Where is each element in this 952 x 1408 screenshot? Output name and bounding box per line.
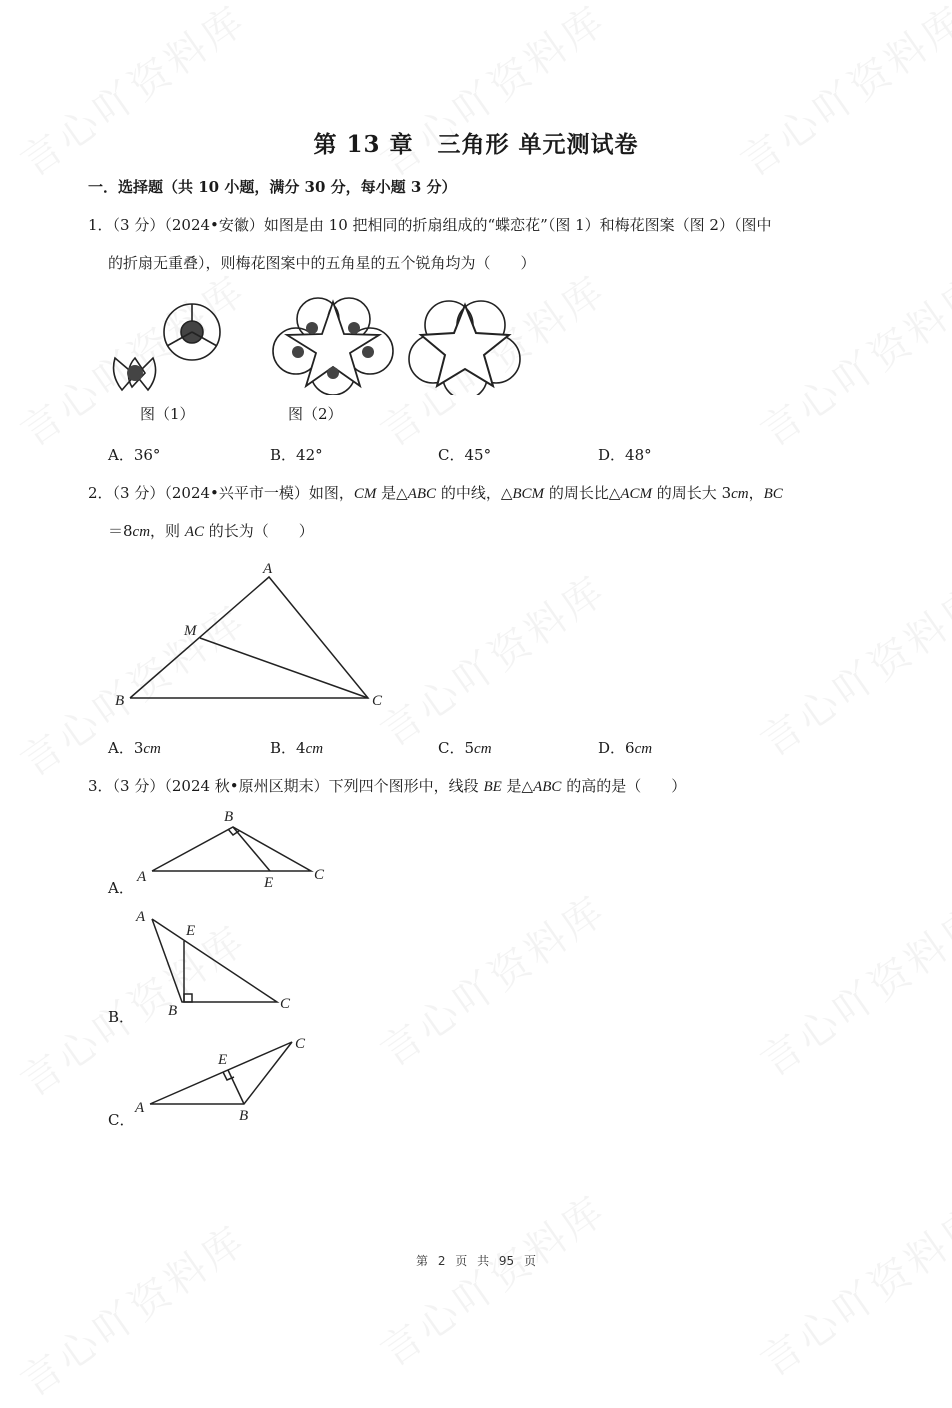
- question-1-line-1: [88, 214, 771, 235]
- option-value: 45°: [464, 446, 492, 464]
- question-2-line-2: [108, 520, 314, 541]
- option-letter: D．: [598, 739, 626, 757]
- option-letter: C．: [438, 446, 465, 464]
- math: ABC: [533, 779, 562, 795]
- text: ，则: [150, 522, 185, 540]
- question-source: （2024•兴平市一模）: [164, 484, 309, 502]
- option-letter: A．: [108, 739, 134, 757]
- question-source: （2024•安徽）: [164, 216, 264, 234]
- math: BCM: [512, 486, 545, 502]
- option-d[interactable]: [598, 444, 652, 465]
- point-label-b: B: [115, 693, 125, 709]
- question-text: 如图是由 10 把相同的折扇组成的“蝶恋花”（图 1）和梅花图案（图 2）（图中: [263, 216, 772, 234]
- option-letter: C．: [438, 739, 465, 757]
- section-heading: 一．选择题（共 10 小题，满分 30 分，每小题 3 分）: [88, 178, 457, 196]
- math: BE: [483, 779, 502, 795]
- math: cm: [731, 486, 749, 502]
- page-title: 第 13 章 三角形 单元测试卷: [313, 131, 639, 158]
- option-letter: A．: [108, 446, 134, 464]
- option-value: 36°: [133, 446, 161, 464]
- math: BC: [763, 486, 783, 502]
- option-a[interactable]: [108, 444, 160, 465]
- option-letter: B．: [270, 739, 297, 757]
- point-label-m: M: [184, 623, 197, 639]
- option-a[interactable]: A．: [108, 879, 134, 897]
- text: 的长为（ ）: [204, 522, 314, 540]
- option-letter: D．: [598, 446, 626, 464]
- option-c[interactable]: C．: [108, 1111, 135, 1129]
- question-2-line-1: [88, 482, 783, 503]
- question-score: （3 分）: [112, 216, 165, 234]
- option-a-figure: [130, 805, 340, 890]
- point-label-b: B: [239, 1108, 249, 1124]
- text: 如图，: [308, 484, 354, 502]
- math: AC: [184, 524, 204, 540]
- point-label-c: C: [314, 867, 325, 883]
- question-number: 3．: [88, 777, 113, 795]
- option-value: 3: [133, 739, 144, 757]
- option-b[interactable]: [270, 737, 323, 758]
- option-value: 48°: [625, 446, 652, 464]
- text: ＝8: [108, 522, 133, 540]
- page-footer: 第 2 页 共 95 页: [416, 1254, 536, 1268]
- question-source: （2024 秋•原州区期末）: [164, 777, 329, 795]
- question-score: （3 分）: [112, 484, 165, 502]
- point-label-c: C: [372, 693, 383, 709]
- option-unit: cm: [474, 741, 492, 757]
- option-value: 6: [625, 739, 635, 757]
- point-label-a: A: [263, 561, 273, 577]
- option-b[interactable]: B．: [108, 1008, 135, 1026]
- point-label-e: E: [186, 923, 196, 939]
- question-3-line-1: [88, 775, 686, 796]
- figure-1-label: 图（1）: [140, 405, 195, 423]
- option-letter: B．: [270, 446, 297, 464]
- point-label-a: A: [136, 909, 146, 925]
- math: ACM: [620, 486, 653, 502]
- option-b[interactable]: [270, 444, 323, 465]
- option-unit: cm: [305, 741, 324, 757]
- question-number: 1．: [88, 216, 113, 234]
- math: cm: [132, 524, 151, 540]
- figure-2-label: 图（2）: [288, 405, 343, 423]
- option-c[interactable]: [438, 444, 491, 465]
- option-unit: cm: [634, 741, 653, 757]
- point-label-e: E: [264, 875, 274, 890]
- option-d[interactable]: [598, 737, 652, 758]
- point-label-b: B: [224, 809, 234, 825]
- option-value: 4: [296, 739, 306, 757]
- point-label-b: B: [168, 1003, 178, 1019]
- text: ，: [748, 484, 764, 502]
- question-1-line-2: 的折扇无重叠），则梅花图案中的五角星的五个锐角均为（ ）: [108, 254, 536, 272]
- point-label-c: C: [295, 1036, 306, 1052]
- question-score: （3 分）: [112, 777, 165, 795]
- option-c[interactable]: [438, 737, 492, 758]
- text: 的高的是（ ）: [561, 777, 687, 795]
- question-2-triangle-figure: [110, 555, 400, 715]
- question-1-figure: [105, 295, 545, 395]
- text: 的周长比△: [544, 484, 621, 502]
- text: 的周长大 3: [652, 484, 732, 502]
- point-label-a: A: [135, 1100, 145, 1116]
- math: CM: [353, 486, 377, 502]
- text: 是△: [376, 484, 408, 502]
- option-unit: cm: [143, 741, 161, 757]
- text: 的中线，△: [436, 484, 513, 502]
- math: ABC: [407, 486, 437, 502]
- option-a[interactable]: [108, 737, 161, 758]
- option-value: 42°: [296, 446, 323, 464]
- option-c-figure: [130, 1030, 320, 1125]
- option-value: 5: [464, 739, 475, 757]
- question-number: 2．: [88, 484, 113, 502]
- point-label-e: E: [218, 1052, 228, 1068]
- point-label-a: A: [137, 869, 147, 885]
- text: 是△: [501, 777, 534, 795]
- text: 下列四个图形中，线段: [328, 777, 484, 795]
- point-label-c: C: [280, 996, 291, 1012]
- option-b-figure: [130, 905, 310, 1020]
